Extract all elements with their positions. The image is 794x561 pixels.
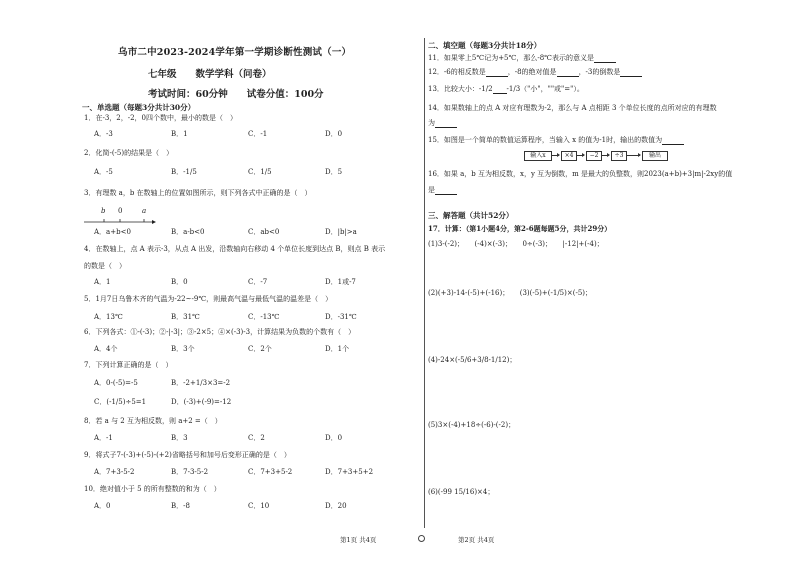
option-d: D．0 xyxy=(325,434,343,442)
column-divider xyxy=(424,38,425,528)
option-b: B．7-3-5-2 xyxy=(171,468,209,476)
exam-info: 考试时间：60分钟 试卷分值：100分 xyxy=(148,89,324,100)
number-line-label-a: a xyxy=(142,207,147,215)
question-16 xyxy=(428,170,732,179)
binding-hole-icon xyxy=(418,535,425,542)
option-b: B．a-b<0 xyxy=(171,228,205,236)
flow-box-subtract: −2 xyxy=(586,151,602,161)
flow-box-divide: ÷3 xyxy=(611,151,627,161)
arrow-icon xyxy=(626,155,640,156)
exam-title: 乌市二中2023-2024学年第一学期诊断性测试（一） xyxy=(118,47,352,58)
question-options xyxy=(94,130,402,139)
question-stem: 9．将式子7-(-3)+(-5)-(+2)省略括号和加号后变形正确的是（ ） xyxy=(84,451,291,459)
option-c: C．2个 xyxy=(248,345,272,353)
question-stem: 10．绝对值小于 5 的所有整数的和为（ ） xyxy=(84,485,221,493)
question-stem-line2: 是 xyxy=(428,186,435,194)
option-d: D．-31℃ xyxy=(325,313,357,321)
option-b: B．3 xyxy=(171,434,188,442)
question-stem: 12．-6的相反数是 xyxy=(428,68,486,76)
question-stem-line2: 为 xyxy=(428,119,435,127)
flow-box-output: 输出 xyxy=(642,151,668,161)
number-line-arrow xyxy=(152,220,156,224)
question-options xyxy=(94,502,402,511)
calc-5: (5)3×(-4)+18÷(-6)-(-2)； xyxy=(428,421,516,429)
option-a: A．0-(-5)=-5 xyxy=(94,379,138,387)
answer-blank[interactable] xyxy=(620,69,642,77)
option-d: D．20 xyxy=(325,502,347,510)
question-stem: 5．1月7日乌鲁木齐的气温为-22~-9℃，则最高气温与最低气温的温差是（ ） xyxy=(84,295,333,303)
question-stem: 2．化简-(-5)的结果是（ ） xyxy=(84,149,174,157)
question-16-line2 xyxy=(428,186,457,195)
answer-blank[interactable] xyxy=(662,137,684,145)
section3-title: 三、解答题（共计52分） xyxy=(428,211,514,220)
option-a: A．-5 xyxy=(94,168,113,176)
option-b: B．0 xyxy=(171,278,188,286)
option-b: B．-1/5 xyxy=(171,168,197,176)
question-options xyxy=(94,168,402,177)
arrow-icon xyxy=(601,155,609,156)
question-stem: 16．如果 a，b 互为相反数，x，y 互为倒数，m 是最大的负整数，则2023(a+b)+3|m|-2xy的值 xyxy=(428,170,733,178)
question-11 xyxy=(428,54,616,63)
option-a: A．-1 xyxy=(94,434,113,442)
option-b: B．3个 xyxy=(171,345,195,353)
question-stem: 15．如图是一个简单的数值运算程序，当输入 x 的值为-1时，输出的数值为 xyxy=(428,136,663,144)
question-options xyxy=(94,379,248,388)
option-d: D．0 xyxy=(325,130,343,138)
page-number-left: 第1页 共4页 xyxy=(340,536,377,544)
question-options-row2 xyxy=(94,398,248,407)
option-a: A．a+b<0 xyxy=(94,228,131,236)
option-d: D．5 xyxy=(325,168,343,176)
page-number-right: 第2页 共4页 xyxy=(458,536,495,544)
question-12 xyxy=(428,68,642,77)
answer-blank[interactable] xyxy=(493,86,507,94)
option-c: C．7+3+5-2 xyxy=(248,468,293,476)
option-a: A．13℃ xyxy=(94,313,123,321)
question-stem: 8．若 a 与 2 互为相反数，则 a+2 =（ ） xyxy=(84,417,222,425)
question-stem: 14．如果数轴上的点 A 对应有理数为-2，那么与 A 点相距 3 个单位长度的点所对应的有理数 xyxy=(428,104,717,112)
option-c: C．10 xyxy=(248,502,270,510)
question-stem: 1．在-3，2，-2，0四个数中，最小的数是（ ） xyxy=(84,114,237,122)
number-line-label-0: 0 xyxy=(118,207,123,215)
question-options xyxy=(94,278,402,287)
arrow-icon xyxy=(551,155,559,156)
option-d: D．1个 xyxy=(325,345,350,353)
option-b: B．-2+1/3×3=-2 xyxy=(171,379,231,387)
question-15 xyxy=(428,136,684,145)
option-b: B．1 xyxy=(171,130,188,138)
option-c: C．1/5 xyxy=(248,168,272,176)
answer-blank[interactable] xyxy=(486,69,508,77)
calc-4: (4)-24×(-5/6+3/8-1/12)； xyxy=(428,356,517,364)
option-a: A．-3 xyxy=(94,130,113,138)
question-14 xyxy=(428,104,717,113)
flow-box-input: 输入x xyxy=(524,151,552,161)
question-stem: 7．下列计算正确的是（ ） xyxy=(84,361,173,369)
question-17-intro: 17．计算：（第1小题4分，第2-6题每题5分，共计29分） xyxy=(428,224,612,233)
question-stem: 11．如果零上5℃记为+5℃，那么-8℃表示的意义是 xyxy=(428,54,594,62)
option-a: A．1 xyxy=(94,278,111,286)
question-stem: 6．下列各式：①-(-3)；②-|-3|；③-2×5；④×(-3)-3，计算结果为负数的个数有（ ） xyxy=(84,328,356,336)
question-options xyxy=(94,345,402,354)
option-c: C．2 xyxy=(248,434,265,442)
flow-box-multiply: ×4 xyxy=(561,151,577,161)
calc-2-3: (2)(+3)-14-(-5)+(-16)； (3)(-5)+(-1/5)×(-5)； xyxy=(428,289,593,297)
option-c: C．(-1/5)÷5=1 xyxy=(94,398,147,406)
number-line-label-b: b xyxy=(101,207,106,215)
question-stem-mid: -1/3（"小"，""或"="）。 xyxy=(506,85,584,93)
grade-subject: 七年级 数学学科（问卷） xyxy=(148,69,272,80)
option-c: C．-13℃ xyxy=(248,313,280,321)
question-13 xyxy=(428,85,584,94)
calc-6: (6)(-99 15/16)×4； xyxy=(428,488,495,496)
question-14-line2 xyxy=(428,119,457,128)
section1-title: 一、单选题（每题3分共计30分） xyxy=(82,103,196,112)
question-options xyxy=(94,313,402,322)
question-options xyxy=(94,434,402,443)
arrow-icon xyxy=(576,155,584,156)
option-a: A．0 xyxy=(94,502,111,510)
question-stem: 4．在数轴上，点 A 表示-3，从点 A 出发，沿数轴向右移动 4 个单位长度到达点 B，则点 B 表示 xyxy=(84,245,386,253)
question-stem: 13．比较大小：-1/2 xyxy=(428,85,493,93)
answer-blank[interactable] xyxy=(435,187,457,195)
calc-1: (1)3-(-2)； (-4)×(-3)； 0÷(-3)； |-12|+(-4)； xyxy=(428,240,604,248)
question-options xyxy=(94,228,402,237)
question-options xyxy=(94,468,402,477)
answer-blank[interactable] xyxy=(557,69,579,77)
option-b: B．31℃ xyxy=(171,313,200,321)
option-c: C．-7 xyxy=(248,278,268,286)
option-d: D．|b|>a xyxy=(325,228,357,236)
question-stem-mid: ，-8的绝对值是 xyxy=(507,68,557,76)
section2-title: 二、填空题（每题3分共计18分） xyxy=(428,41,542,50)
option-d: D．(-3)+(-9)=-12 xyxy=(171,398,232,406)
answer-blank[interactable] xyxy=(435,120,457,128)
option-a: A．4个 xyxy=(94,345,118,353)
option-c: C．-1 xyxy=(248,130,268,138)
option-d: D．7+3+5+2 xyxy=(325,468,374,476)
question-stem-line2: 的数是（ ） xyxy=(84,262,126,270)
question-stem: 3．有理数 a，b 在数轴上的位置如图所示，则下列各式中正确的是（ ） xyxy=(84,189,312,197)
option-b: B．-8 xyxy=(171,502,190,510)
option-d: D．1或-7 xyxy=(325,278,356,286)
option-a: A．7+3-5-2 xyxy=(94,468,135,476)
answer-blank[interactable] xyxy=(594,55,616,63)
question-stem-tail: ，-3的倒数是 xyxy=(578,68,621,76)
option-c: C．ab<0 xyxy=(248,228,280,236)
